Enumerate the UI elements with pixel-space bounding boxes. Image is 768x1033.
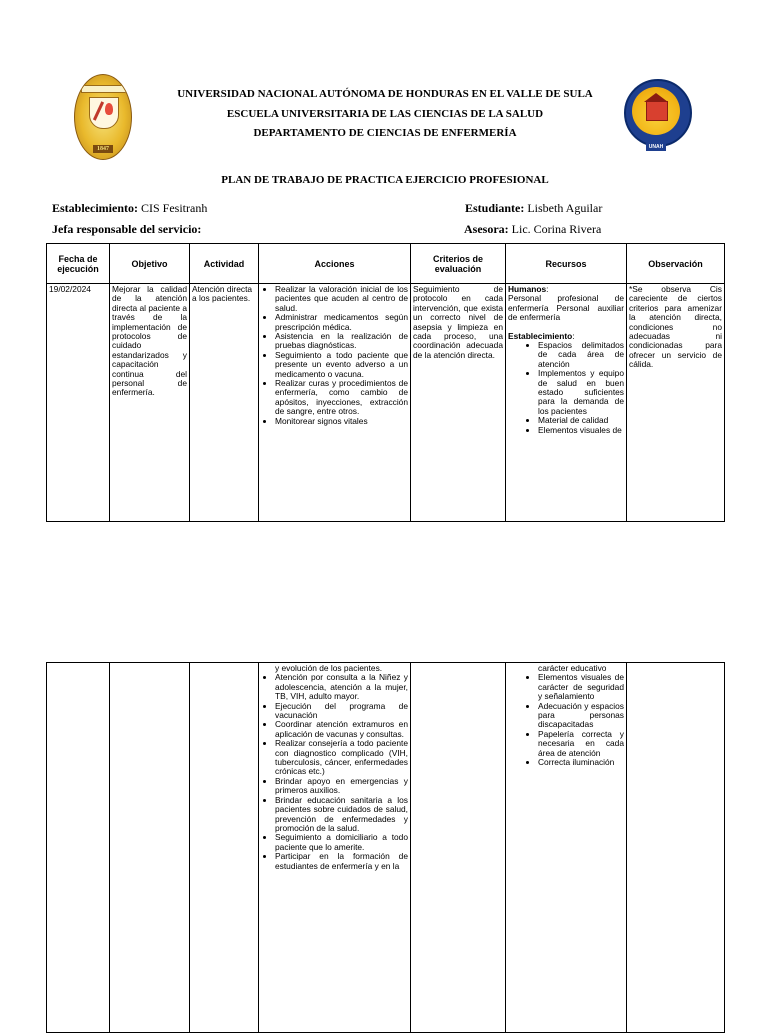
flame-icon xyxy=(105,103,113,115)
asesora-label: Asesora: xyxy=(464,222,509,236)
cell-actividad-cont xyxy=(190,663,259,1033)
jefa-line xyxy=(52,222,201,237)
humanos-text: Personal profesional de enfermería Personal auxiliar de enfermería xyxy=(508,293,624,323)
list-item: • Atención por consulta a la Niñez y adolescencia, atención a la mujer, TB, VIH, adulto mayor. xyxy=(275,673,408,701)
col-recursos: Recursos xyxy=(506,244,627,284)
humanos-label: Humanos xyxy=(508,284,547,294)
cell-actividad: Atención directa a los pacientes. xyxy=(190,284,259,522)
recursos-list xyxy=(508,341,624,435)
list-item: • Implementos y equipo de salud en buen estado suficientes para la demanda de los pacientes xyxy=(538,369,624,416)
list-item: • Seguimiento a todo paciente que presente un evento adverso a un medicamento o vacuna. xyxy=(275,351,408,379)
logo-caption: UNAH xyxy=(646,143,666,151)
list-item: • Material de calidad xyxy=(538,416,624,425)
list-item: • Elementos visuales de carácter de seguridad y señalamiento xyxy=(538,673,624,701)
list-item: • Realizar la valoración inicial de los pacientes que acuden al centro de salud. xyxy=(275,285,408,313)
list-item: • Monitorear signos vitales xyxy=(275,417,408,426)
cell-fecha: 19/02/2024 xyxy=(47,284,110,522)
work-plan-table xyxy=(46,243,725,522)
cell-acciones-cont xyxy=(259,663,411,1033)
nursing-school-logo xyxy=(622,77,690,153)
asesora-line xyxy=(464,222,601,237)
acciones-lead: y evolución de los pacientes. xyxy=(275,663,383,673)
building-icon xyxy=(646,101,668,121)
table-row xyxy=(47,663,725,1033)
list-item: • Asistencia en la realización de pruebas diagnósticas. xyxy=(275,332,408,351)
work-plan-table-continued xyxy=(46,662,725,1033)
list-item: • Participar en la formación de estudiantes de enfermería y en la xyxy=(275,852,408,871)
table-header-row xyxy=(47,244,725,284)
recursos-establecimiento: Establecimiento: xyxy=(508,330,575,341)
establecimiento-value: CIS Fesitranh xyxy=(141,201,208,215)
estudiante-value: Lisbeth Aguilar xyxy=(527,201,603,215)
cell-recursos xyxy=(506,284,627,522)
recursos-humanos: Humanos: xyxy=(508,284,549,294)
cell-observacion: *Se observa Cis careciente de ciertos criterios para amenizar la atención directa, condiciones no adecuadas ni condicionadas para ofrecer un servicio de cálida. xyxy=(627,284,725,522)
establecimiento-line xyxy=(52,201,207,216)
col-observacion: Observación xyxy=(627,244,725,284)
col-objetivo: Objetivo xyxy=(110,244,190,284)
recursos-lead: carácter educativo xyxy=(538,663,607,673)
header-university: UNIVERSIDAD NACIONAL AUTÓNOMA DE HONDURAS EN EL VALLE DE SULA xyxy=(177,88,593,100)
list-item: • Realizar consejería a todo paciente con diagnostico complicado (VIH, tuberculosis, cáncer, enfermedades crónicas etc.) xyxy=(275,739,408,777)
estudiante-label: Estudiante: xyxy=(465,201,525,215)
list-item: • Coordinar atención extramuros en aplicación de vacunas y consultas. xyxy=(275,720,408,739)
cell-fecha-cont xyxy=(47,663,110,1033)
jefa-label: Jefa responsable del servicio: xyxy=(52,222,202,236)
list-item: • Correcta iluminación xyxy=(538,758,624,767)
plan-title: PLAN DE TRABAJO DE PRACTICA EJERCICIO PROFESIONAL xyxy=(221,174,549,186)
acciones-list xyxy=(261,285,408,426)
list-item: • Papelería correcta y necesaria en cada área de atención xyxy=(538,730,624,758)
list-item: • Ejecución del programa de vacunación xyxy=(275,702,408,721)
col-acciones: Acciones xyxy=(259,244,411,284)
cell-criterios-cont xyxy=(411,663,506,1033)
university-seal-logo xyxy=(74,74,132,160)
table-row xyxy=(47,284,725,522)
cell-acciones xyxy=(259,284,411,522)
list-item: • Brindar apoyo en emergencias y primeros auxilios. xyxy=(275,777,408,796)
col-criterios: Criterios de evaluación xyxy=(411,244,506,284)
cell-observacion-cont xyxy=(627,663,725,1033)
list-item: • Espacios delimitados de cada área de atención xyxy=(538,341,624,369)
col-actividad: Actividad xyxy=(190,244,259,284)
col-fecha: Fecha de ejecución xyxy=(47,244,110,284)
cell-criterios: Seguimiento de protocolo en cada intervención, que exista un correcto nivel de asepsia y limpieza en cada proceso, una coordinación adecuada de la atención directa. xyxy=(411,284,506,522)
list-item: • Elementos visuales de xyxy=(538,426,624,435)
acciones-list-cont xyxy=(261,673,408,871)
list-item: • Realizar curas y procedimientos de enfermería, como cambio de apósitos, inyecciones, extracción de sangre, entre otros. xyxy=(275,379,408,417)
list-item: • Administrar medicamentos según prescripción médica. xyxy=(275,313,408,332)
list-item: • Brindar educación sanitaria a los pacientes sobre cuidados de salud, prevención de enfermedades y promoción de la salud. xyxy=(275,796,408,834)
seal-year: 1847 xyxy=(93,145,113,153)
estudiante-line xyxy=(465,201,602,216)
establecimiento-res-label: Establecimiento xyxy=(508,330,573,341)
list-item: • Adecuación y espacios para personas discapacitadas xyxy=(538,702,624,730)
cell-objetivo-cont xyxy=(110,663,190,1033)
recursos-list-cont xyxy=(508,673,624,767)
header-school: ESCUELA UNIVERSITARIA DE LAS CIENCIAS DE LA SALUD xyxy=(226,108,544,120)
cell-recursos-cont xyxy=(506,663,627,1033)
header-department: DEPARTAMENTO DE CIENCIAS DE ENFERMERÍA xyxy=(253,127,517,139)
establecimiento-label: Establecimiento: xyxy=(52,201,138,215)
seal-banner xyxy=(81,85,127,93)
list-item: • Seguimiento a domiciliario a todo paciente que lo amerite. xyxy=(275,833,408,852)
asesora-value: Lic. Corina Rivera xyxy=(511,222,602,236)
cell-objetivo: Mejorar la calidad de la atención directa al paciente a través de la implementación de protocolos de cuidado estandarizados y capacitación continua del personal de enfermería. xyxy=(110,284,190,522)
